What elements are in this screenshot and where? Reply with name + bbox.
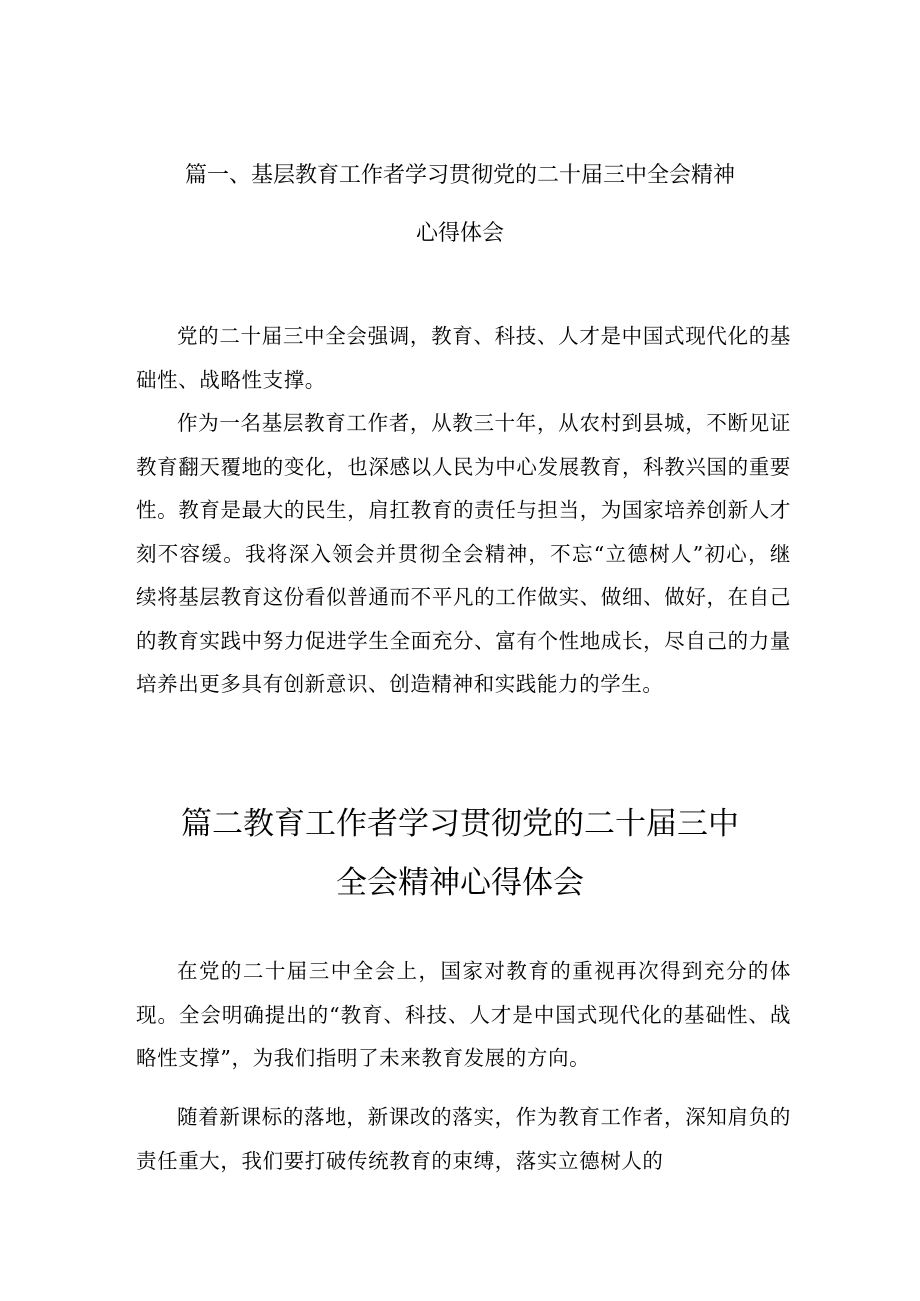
section1-paragraph-1: 党的二十届三中全会强调，教育、科技、人才是中国式现代化的基础性、战略性支撑。 — [136, 324, 791, 392]
section2-paragraph-2: 随着新课标的落地，新课改的落实，作为教育工作者，深知肩负的责任重大，我们要打破传统教育的束缚，落实立德树人的 — [136, 1105, 791, 1173]
section2-paragraph-1: 在党的二十届三中全会上，国家对教育的重视再次得到充分的体现。全会明确提出的“教育、科技、人才是中国式现代化的基础性、战略性支撑”，为我们指明了未来教育发展的方向。 — [136, 959, 791, 1070]
section1-title-line2: 心得体会 — [415, 221, 504, 246]
section1-paragraph-2: 作为一名基层教育工作者，从教三十年，从农村到县城，不断见证教育翻天覆地的变化，也深感以人民为中心发展教育，科教兴国的重要性。教育是最大的民生，肩扛教育的责任与担当，为国家培养创新人才刻不容缓。我将深入领会并贯彻全会精神，不忘“立德树人”初心，继续将基层教育这份看似普通而不平凡的工作做实、做细、做好，在自己的教育实践中努力促进学生全面充分、富有个性地成长，尽自己的力量培养出更多具有创新意识、创造精神和实践能力的学生。 — [136, 411, 791, 696]
section1-title-line1: 篇一、基层教育工作者学习贯彻党的二十届三中全会精神 — [184, 163, 735, 188]
section2-title-line2: 全会精神心得体会 — [336, 865, 584, 901]
section2-title-line1: 篇二教育工作者学习贯彻党的二十届三中 — [181, 806, 739, 842]
